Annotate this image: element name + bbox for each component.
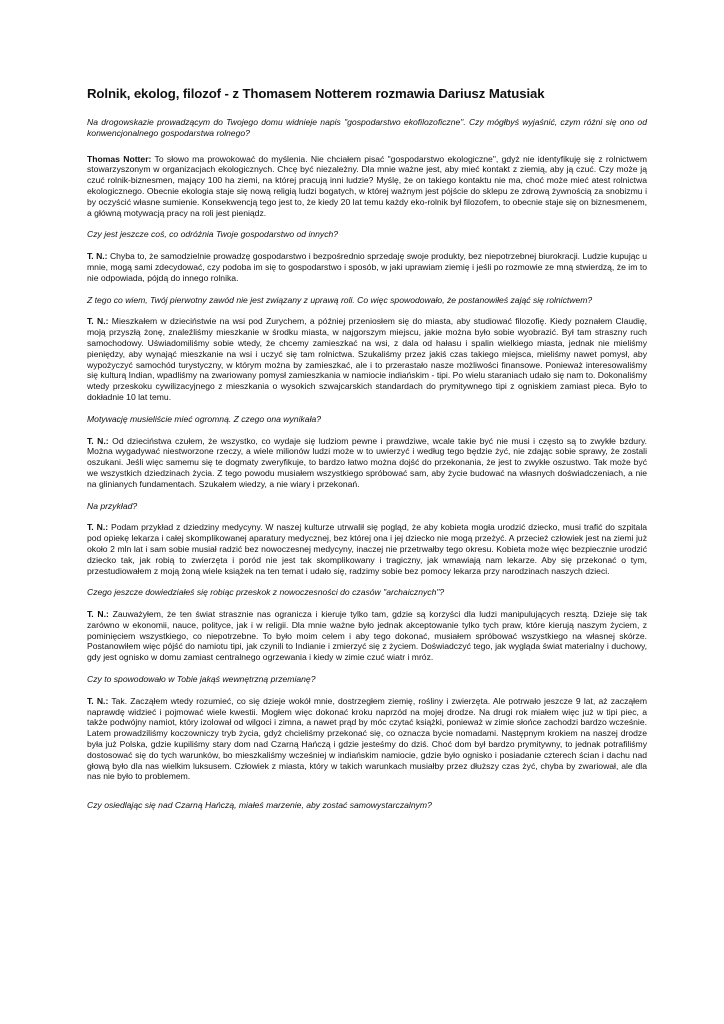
question-3: Z tego co wiem, Twój pierwotny zawód nie jest związany z uprawą roli. Co więc spowodowało, że postanowiłeś zająć się rolnictwem? — [87, 294, 593, 305]
speaker-label: T. N.: — [87, 695, 109, 706]
speaker-label: T. N.: — [87, 609, 109, 620]
answer-4 — [87, 436, 647, 490]
speaker-label: T. N.: — [87, 522, 109, 533]
document-page — [87, 86, 647, 822]
answer-6 — [87, 609, 647, 663]
question-7: Czy to spowodowało w Tobie jakąś wewnętrzną przemianę? — [87, 674, 316, 685]
answer-2 — [87, 251, 647, 283]
question-6: Czego jeszcze dowiedziałeś się robiąc przeskok z nowoczesności do czasów "archaicznych"? — [87, 587, 445, 598]
question-1: Na drogowskazie prowadzącym do Twojego domu widnieje napis "gospodarstwo ekofilozoficzne". Czy mógłbyś wyjaśnić, czym różni się ono od konwencjonalnego gospodarstwa rolnego? — [87, 117, 647, 138]
answer-7 — [87, 696, 647, 782]
speaker-label: T. N.: — [87, 435, 109, 446]
answer-text: To słowo ma prowokować do myślenia. Nie chciałem pisać "gospodarstwo ekologiczne", gdyż nie identyfikuję się z rolnictwem stowarzyszonym w organizacjach ekologicznych. Chcę być niezależny. Dla mnie ważne jest, aby mieć kontakt z ziemią, aby ją czuć. Czy może ją czuć rolnik-biznesmen, mający 100 ha ziemi, na której pracują inni ludzie? Myślę, że on takiego kontaktu nie ma, choć może mieć atest rolnictwa ekologicznego. Obecnie ekologia staje się nową religią ludzi bogatych, w której ważnym jest pójście do sklepu ze zdrową żywnością za snobizmu i by oczyścić własne sumienie. Konsekwencją tego jest to, że kiedy 20 lat temu każdy eko-rolnik był filozofem, to obecnie staje się on biznesmenem, a główną motywacją pracy na roli jest pieniądz. — [87, 153, 647, 218]
article-title: Rolnik, ekolog, filozof - z Thomasem Notterem rozmawia Dariusz Matusiak — [87, 86, 545, 101]
speaker-label: Thomas Notter: — [87, 153, 152, 164]
answer-3 — [87, 316, 647, 402]
speaker-label: T. N.: — [87, 316, 109, 327]
answer-text: Zauważyłem, że ten świat strasznie nas ogranicza i kieruje tylko tam, gdzie są korzyści dla ludzi manipulujących resztą. Dzieje się tak zarówno w ekonomii, nauce, polityce, jak i w religii. Dla mnie ważne było jednak akceptowanie tylko tych praw, które kierują naszym życiem, z pominięciem wszystkiego, co niepotrzebne. To było moim celem i aby tego dokonać, musiałem spróbować wszystkiego na własnej skórze. Postanowiłem więc pójść do namiotu tipi, jak czynili to Indianie i zmierzyć się z życiem. Doświadczyć tego, jak wygląda świat materialny i duchowy, gdy jest ognisko w domu zamiast centralnego ogrzewania i kiedy w zimie czuć wiatr i mróz. — [87, 609, 647, 663]
speaker-label: T. N.: — [87, 251, 108, 262]
question-5: Na przykład? — [87, 500, 138, 511]
answer-text: Podam przykład z dziedziny medycyny. W naszej kulturze utrwalił się pogląd, że aby kobieta mogła urodzić dziecko, musi trafić do szpitala pod opiekę lekarza i całej skomplikowanej aparatury medycznej, bez której ona i jej dziecko nie mogą przeżyć. A przecież człowiek jest na ziemi już około 2 mln lat i sam sobie musiał radzić bez nowoczesnej medycyny, inaczej nie przetrwałby tego okresu. Kobieta może więc bezpiecznie urodzić dziecko tak, jak robią to zwierzęta i poród nie jest tak skomplikowany i tragiczny, jak wmawiają nam lekarze. Aby się przekonać o tym, przestudiowałem z moją żoną wiele książek na ten temat i udało się, radzimy sobie bez pomocy lekarza przy narodzinach naszych dzieci. — [87, 522, 648, 576]
answer-text: Mieszkałem w dzieciństwie na wsi pod Zurychem, a później przeniosłem się do miasta, aby studiować filozofię. Kiedy poznałem Claudię, moją przyszłą żonę, znaleźliśmy mieszkanie w środku miasta, w najgorszym miejscu, jakie można było sobie wyobrazić. Był tam straszny ruch samochodowy. Uświadomiliśmy sobie wtedy, że chcemy zamieszkać na wsi, z dala od hałasu i spalin wielkiego miasta, jednak nie mieliśmy pieniędzy, aby wynająć mieszkanie na wsi i uczyć się tam rolnictwa. Szukaliśmy przez jakiś czas takiego miejsca, mieliśmy nawet pomysł, aby wypożyczyć samochód turystyczny, w którym można by zamieszkać, ale i to przerastało nasze możliwości finansowe. Ponieważ interesowaliśmy się kulturą Indian, wpadliśmy na zwariowany pomysł zamieszkania w namiocie indiańskim - tipi. Po wielu staraniach udało się nam to. Dokonaliśmy wtedy przeskoku cywilizacyjnego z mieszkania o wysokich szwajcarskich standardach do prymitywnego tipi z ogniskiem zamiast pieca. Było to dokładnie 10 lat temu. — [87, 316, 647, 402]
answer-5 — [87, 522, 647, 576]
question-4: Motywację musieliście mieć ogromną. Z czego ona wynikała? — [87, 413, 322, 424]
answer-text: Od dzieciństwa czułem, że wszystko, co wydaje się ludziom pewne i prawdziwe, wcale takie być nie musi i często są to zwykłe bzdury. Można wygadywać niestworzone rzeczy, a wiele milionów ludzi może w to uwierzyć i według tego będzie żyć, nie zdając sobie sprawy, że zostali oszukani. Jeśli więc samemu się te dogmaty zweryfikuje, to bardzo łatwo można dojść do przekonania, że jest to zwykłe oszustwo. Tak może być we wszystkich dziedzinach życia. Z tego powodu musiałem wszystkiego spróbować sam, aby życie budować na własnych doświadczeniach, a nie na glinianych fundamentach. Szukałem wiedzy, a nie wiary i przekonań. — [87, 435, 647, 489]
answer-text: Tak. Zacząłem wtedy rozumieć, co się dzieje wokół mnie, dostrzegłem ziemię, rośliny i zwierzęta. Ale potrwało jeszcze 9 lat, aż zacząłem naprawdę widzieć i pojmować wiele kwestii. Mogłem więc dokonać kroku naprzód na mojej drodze. Na drugi rok miałem więc już w tipi piec, a także podwójny namiot, który izolował od wilgoci i zimna, a nawet prąd by móc czytać książki, ponieważ w zimie słońce zachodzi bardzo wcześnie. Latem prowadziliśmy koczowniczy tryb życia, gdyż chcieliśmy przekonać się, co oznacza bycie nomadami. Następnym krokiem na naszej drodze była już Polska, gdzie kupiliśmy stary dom nad Czarną Hańczą i gdzie jesteśmy do dziś. Choć dom był bardzo prymitywny, to jednak potrafiliśmy dostosować się do tych warunków, bo mieszkaliśmy wcześniej w indiańskim namiocie, gdzie było ognisko i posiadanie czterech ścian i dachu nad głową było dla nas wielkim luksusem. Człowiek z miasta, który w takich warunkach musiałby przez dłuższy czas żyć, chyba by zwariował, ale dla nas nie było to problemem. — [87, 695, 647, 782]
question-2: Czy jest jeszcze coś, co odróżnia Twoje gospodarstwo od innych? — [87, 229, 339, 240]
answer-text: Chyba to, że samodzielnie prowadzę gospodarstwo i bezpośrednio sprzedaję swoje produkty, bez niepotrzebnej biurokracji. Ludzie kupując u mnie, mogą sami zdecydować, czy podoba im się to gospodarstwo i sposób, w jaki uprawiam ziemię i jeśli po rozmowie ze mną stwierdzą, że im to nie odpowiada, pójdą do innego rolnika. — [87, 251, 647, 283]
answer-1 — [87, 154, 647, 219]
question-8: Czy osiedlając się nad Czarną Hańczą, miałeś marzenie, aby zostać samowystarczalnym? — [87, 800, 432, 811]
